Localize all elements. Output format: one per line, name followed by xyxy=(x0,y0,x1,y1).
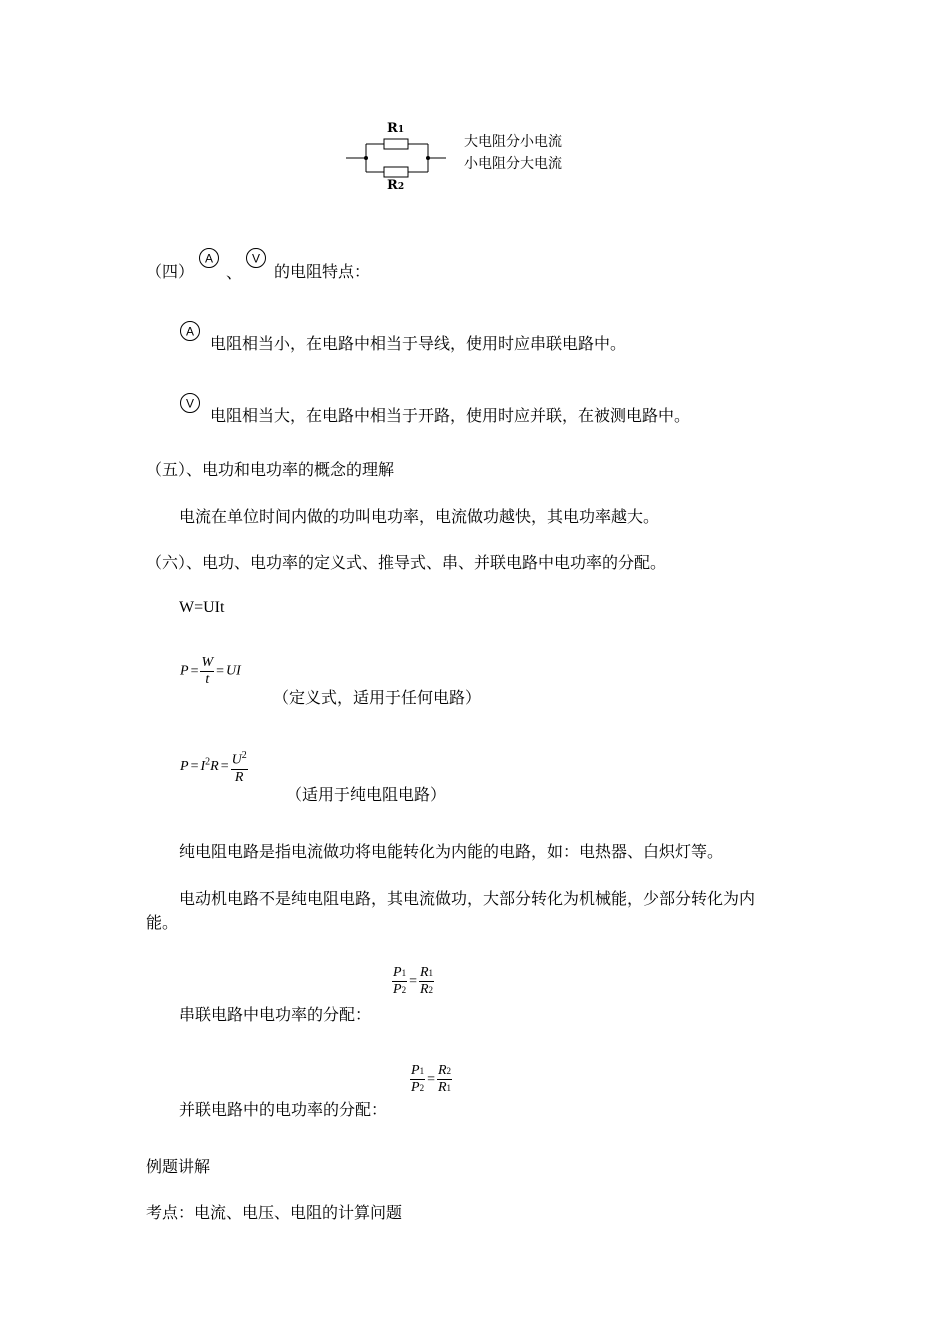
formula-work: W=UIt xyxy=(179,599,225,616)
ammeter-icon-2 xyxy=(179,320,201,342)
formula-power-definition-note: （定义式，适用于任何电路） xyxy=(273,688,482,707)
formula-power-resistive-note: （适用于纯电阻电路） xyxy=(286,785,447,804)
svg-text:V: V xyxy=(251,251,261,266)
voltmeter-icon xyxy=(245,247,267,269)
svg-text:A: A xyxy=(204,251,214,266)
section-4-separator: 、 xyxy=(226,263,243,282)
motor-text-line1: 电动机电路不是纯电阻电路，其电流做功，大部分转化为机械能，少部分转化为内 xyxy=(179,889,756,908)
section-5-heading: （五）、电功和电功率的概念的理解 xyxy=(146,460,395,479)
series-power-label: 串联电路中电功率的分配： xyxy=(179,1005,372,1024)
formula-power-definition: P = $\frac{W}{t}$ = UI xyxy=(180,655,241,687)
section-5-text: 电流在单位时间内做的功叫电功率，电流做功越快，其电功率越大。 xyxy=(179,507,660,526)
parallel-power-formula: $\frac{P1}{P2}$ = $\frac{R2}{R1}$ xyxy=(411,1063,452,1095)
examples-heading: 例题讲解 xyxy=(146,1157,211,1176)
ammeter-icon xyxy=(198,247,220,269)
voltmeter-description: 电阻相当大，在电路中相当于开路，使用时应并联，在被测电路中。 xyxy=(210,406,691,425)
section-4-suffix: 的电阻特点： xyxy=(274,262,371,281)
examples-topic: 考点：电流、电压、电阻的计算问题 xyxy=(146,1203,403,1222)
r2-label: R2 xyxy=(387,178,405,193)
svg-text:V: V xyxy=(185,396,195,411)
voltmeter-icon-2 xyxy=(179,392,201,414)
motor-text-line2: 能。 xyxy=(146,913,179,932)
ammeter-description: 电阻相当小，在电路中相当于导线，使用时应串联电路中。 xyxy=(210,334,627,353)
diagram-note-line2: 小电阻分大电流 xyxy=(464,156,562,172)
pure-resistive-text: 纯电阻电路是指电流做功将电能转化为内能的电路，如：电热器、白炽灯等。 xyxy=(179,842,724,861)
series-power-formula: $\frac{P1}{P2}$ = $\frac{R1}{R2}$ xyxy=(393,965,434,997)
svg-text:A: A xyxy=(185,324,195,339)
section-4-prefix: （四） xyxy=(146,262,195,281)
formula-power-resistive: $P = I^2R$ = $\frac{U^2}{R}$ xyxy=(180,750,247,785)
section-6-heading: （六）、电功、电功率的定义式、推导式、串、并联电路中电功率的分配。 xyxy=(146,553,667,572)
diagram-note-line1: 大电阻分小电流 xyxy=(464,134,562,150)
r1-label: R1 xyxy=(387,121,405,136)
parallel-power-label: 并联电路中的电功率的分配： xyxy=(179,1100,388,1119)
